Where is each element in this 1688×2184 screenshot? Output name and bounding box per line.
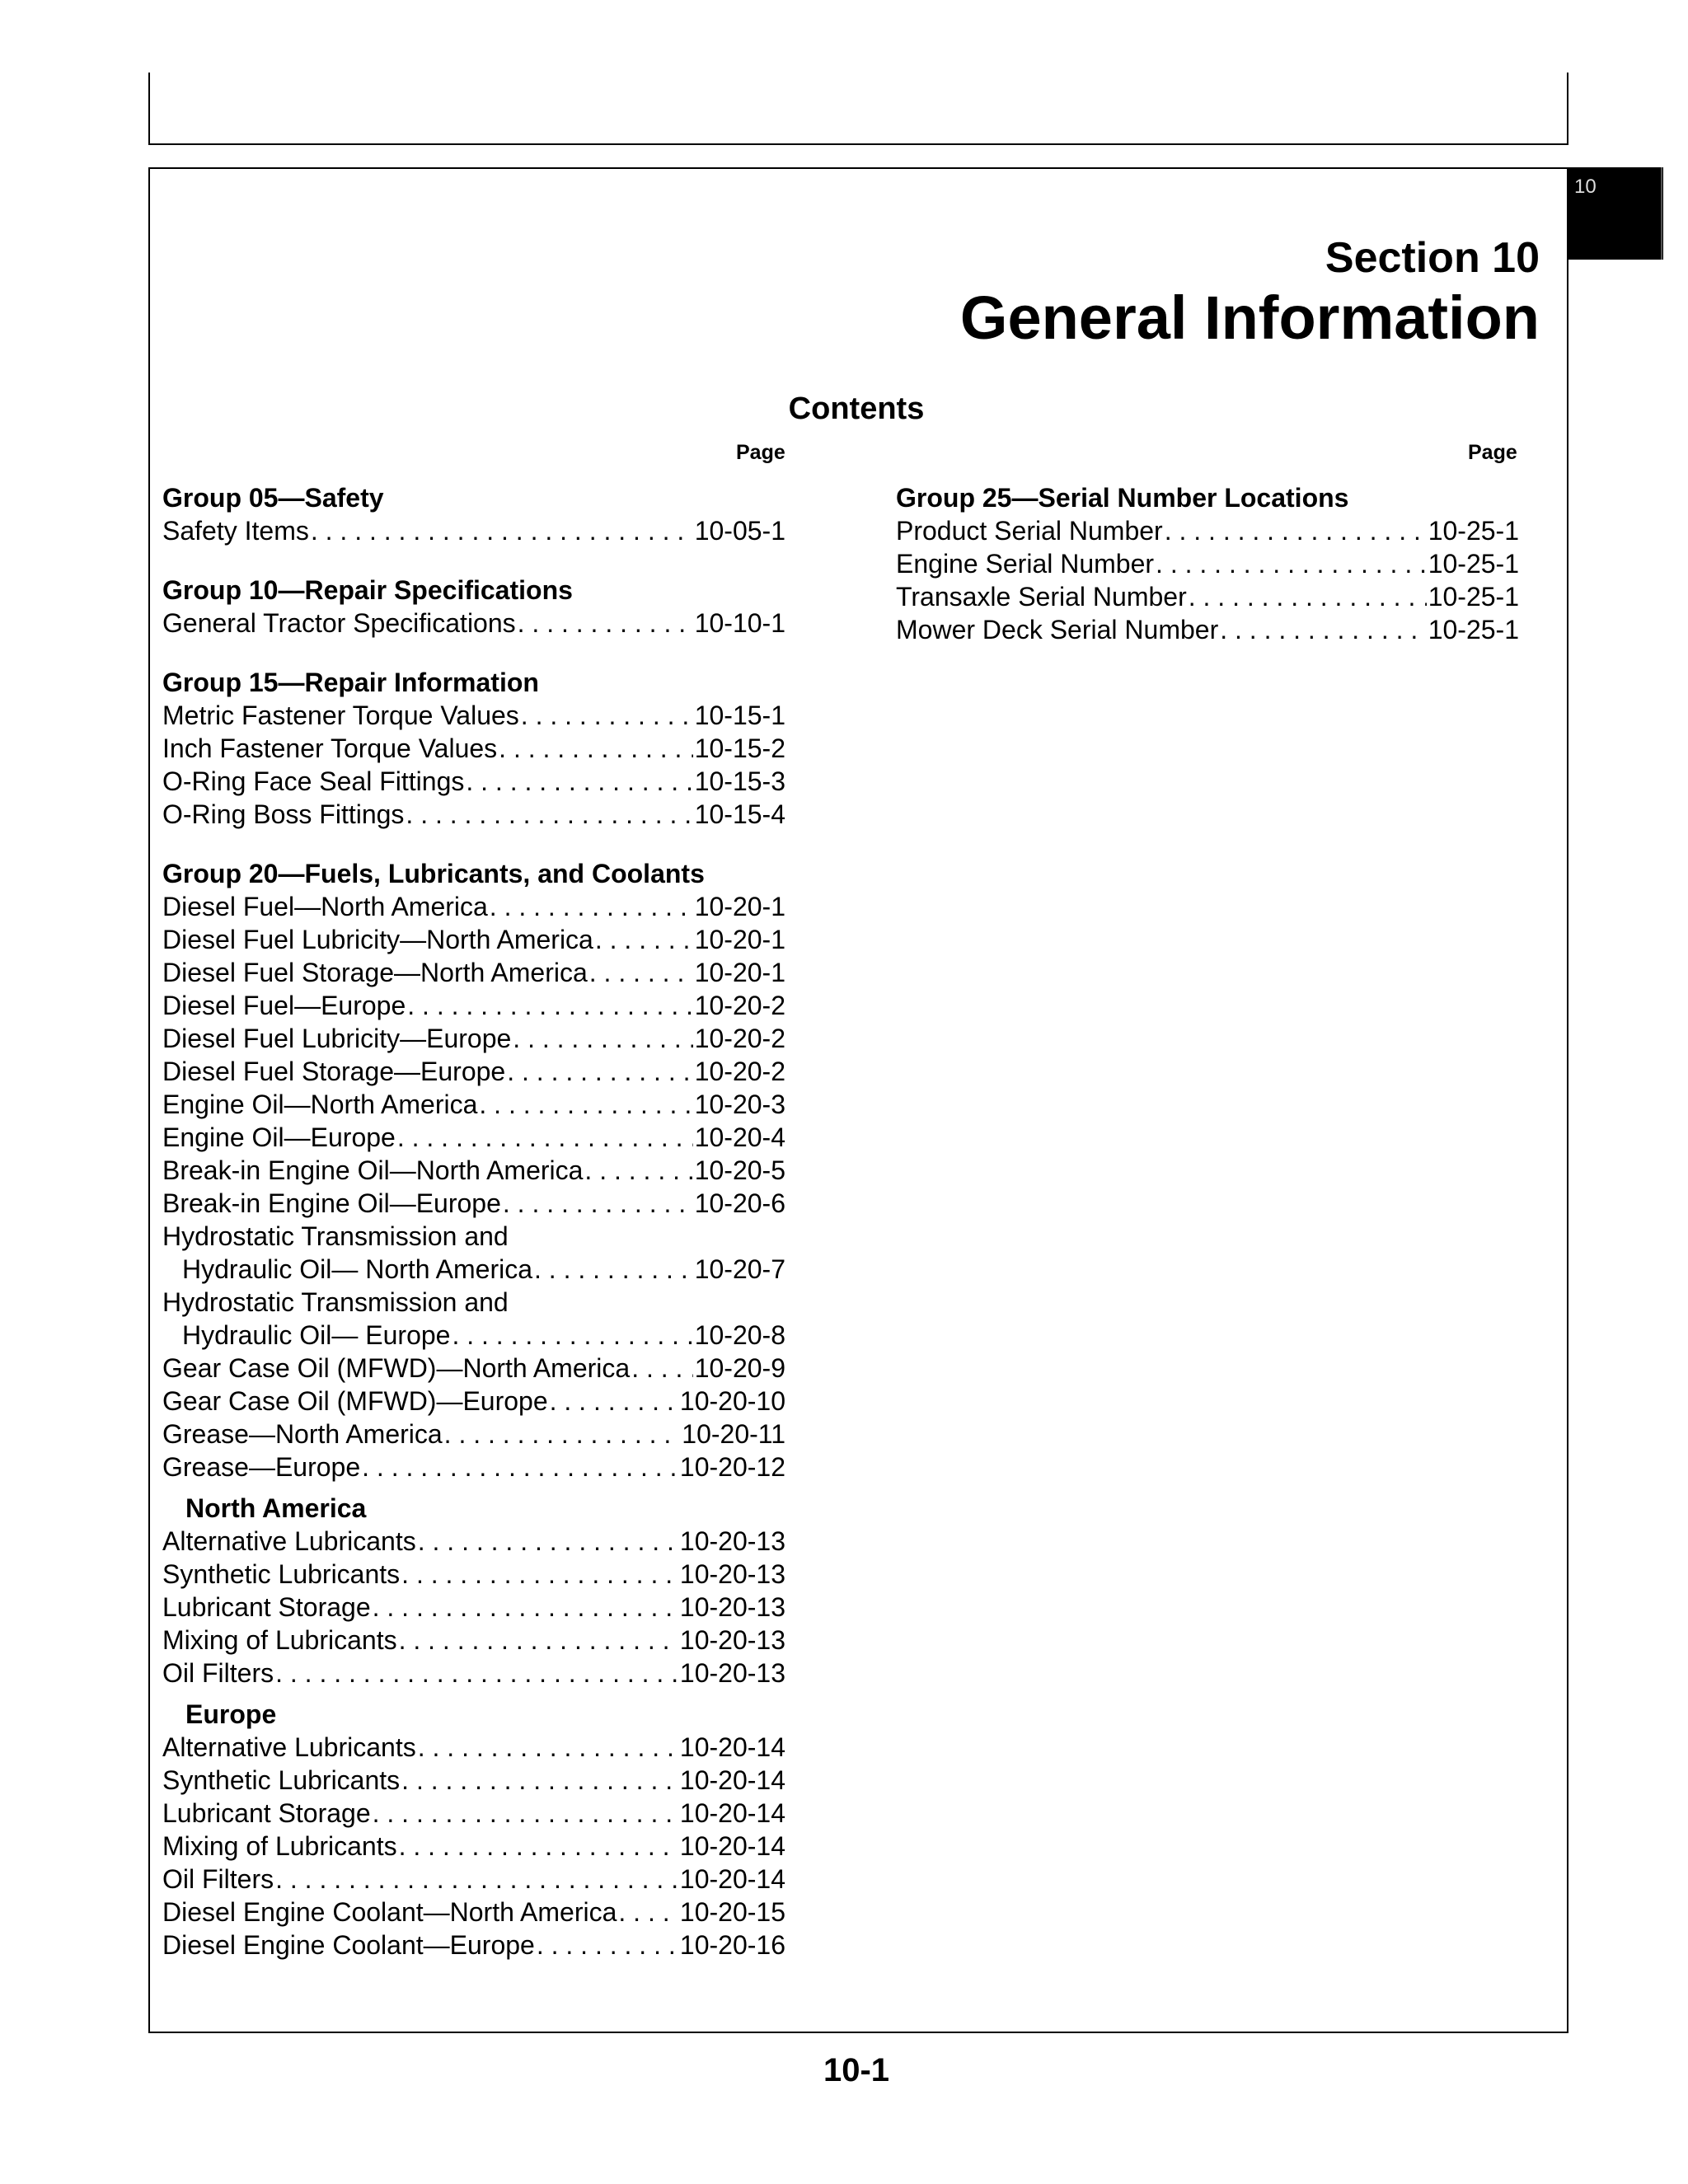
toc-entry-page: 10-20-11 <box>682 1419 785 1449</box>
toc-entry-page: 10-20-1 <box>694 892 785 921</box>
toc-entry[interactable] <box>162 1385 785 1418</box>
toc-entry-title-line: Hydrostatic Transmission and <box>162 1287 509 1317</box>
dot-leader <box>399 1830 678 1863</box>
dot-leader <box>618 1896 678 1929</box>
dot-leader <box>534 1253 693 1286</box>
toc-group-title: Group 25—Serial Number Locations <box>896 483 1349 513</box>
toc-entry-page: 10-20-14 <box>679 1732 785 1762</box>
toc-entry-page: 10-20-6 <box>694 1188 785 1218</box>
toc-entry-page: 10-20-5 <box>694 1155 785 1185</box>
toc-entry-page: 10-25-1 <box>1428 582 1519 612</box>
dot-leader <box>275 1657 678 1690</box>
toc-subgroup-title: North America <box>185 1493 367 1523</box>
toc-entry-page: 10-20-4 <box>694 1122 785 1152</box>
toc-entry-page: 10-25-1 <box>1428 549 1519 579</box>
dot-leader <box>406 798 692 831</box>
toc-entry-page: 10-20-2 <box>694 1057 785 1086</box>
toc-entry-page: 10-15-4 <box>694 799 785 829</box>
dot-leader <box>444 1418 681 1451</box>
toc-entry-page: 10-20-13 <box>679 1625 785 1655</box>
toc-entry-title: Hydraulic Oil— Europe <box>182 1320 451 1350</box>
toc-entry-title: Diesel Fuel Lubricity—Europe <box>162 1024 512 1053</box>
dot-leader <box>584 1154 692 1187</box>
dot-leader <box>490 890 693 923</box>
toc-entry-title: Diesel Fuel Lubricity—North America <box>162 925 593 954</box>
toc-group-title: Group 05—Safety <box>162 483 384 513</box>
toc-entry[interactable] <box>162 1863 785 1896</box>
dot-leader <box>550 1385 678 1418</box>
dot-leader <box>407 989 692 1022</box>
tab-edge <box>1661 167 1662 260</box>
toc-entry-page: 10-20-15 <box>679 1897 785 1927</box>
toc-entry-page: 10-20-1 <box>694 958 785 987</box>
toc-entry-page: 10-20-9 <box>694 1353 785 1383</box>
toc-entry[interactable] <box>162 1121 785 1154</box>
dot-leader <box>401 1558 678 1591</box>
toc-entry-page: 10-05-1 <box>694 516 785 546</box>
toc-entry[interactable] <box>162 1929 785 1961</box>
dot-leader <box>518 607 693 640</box>
toc-entry-page: 10-20-13 <box>679 1559 785 1589</box>
toc-entry[interactable] <box>162 1657 785 1690</box>
dot-leader <box>373 1797 678 1830</box>
dot-leader <box>589 956 693 989</box>
toc-entry-page: 10-20-8 <box>694 1320 785 1350</box>
dot-leader <box>362 1451 678 1483</box>
header-frame <box>148 73 1568 145</box>
dot-leader <box>537 1929 678 1961</box>
toc-entry-page: 10-20-13 <box>679 1658 785 1688</box>
toc-entry[interactable] <box>162 956 785 989</box>
toc-entry[interactable] <box>162 1055 785 1088</box>
dot-leader <box>1220 613 1426 646</box>
toc-entry-title: Diesel Fuel—Europe <box>162 991 406 1020</box>
toc-entry-title: Grease—North America <box>162 1419 443 1449</box>
toc-entry[interactable] <box>162 1451 785 1483</box>
toc-entry-title-line: Hydrostatic Transmission and <box>162 1221 509 1251</box>
toc-entry[interactable] <box>896 547 1519 580</box>
toc-entry-page: 10-20-2 <box>694 1024 785 1053</box>
toc-entry[interactable] <box>162 1525 785 1558</box>
group-spacer <box>162 547 785 574</box>
toc-entry-title: Diesel Fuel—North America <box>162 892 488 921</box>
toc-entry[interactable] <box>162 1731 785 1764</box>
dot-leader <box>595 923 693 956</box>
dot-leader <box>399 1624 678 1657</box>
toc-entry[interactable] <box>162 699 785 732</box>
dot-leader <box>513 1022 692 1055</box>
toc-entry[interactable] <box>896 613 1519 646</box>
toc-entry[interactable] <box>162 890 785 923</box>
toc-entry[interactable] <box>162 1558 785 1591</box>
toc-entry-page: 10-10-1 <box>694 608 785 638</box>
toc-entry[interactable] <box>162 1830 785 1863</box>
dot-leader <box>397 1121 693 1154</box>
toc-entry[interactable] <box>162 1896 785 1929</box>
dot-leader <box>466 765 692 798</box>
toc-entry-title: Engine Oil—North America <box>162 1090 478 1119</box>
toc-entry-title: Transaxle Serial Number <box>896 582 1187 612</box>
toc-group-title: Group 15—Repair Information <box>162 668 539 697</box>
page-number: 10-1 <box>823 2052 890 2088</box>
toc-entry-title: Mower Deck Serial Number <box>896 615 1219 644</box>
toc-entry[interactable] <box>162 765 785 798</box>
toc-subgroup-title: Europe <box>185 1699 277 1729</box>
toc-entry-title: O-Ring Boss Fittings <box>162 799 405 829</box>
toc-entry-page: 10-15-3 <box>694 766 785 796</box>
toc-entry-title: Gear Case Oil (MFWD)—North America <box>162 1353 631 1383</box>
toc-entry[interactable] <box>162 923 785 956</box>
dot-leader <box>507 1055 692 1088</box>
toc-left-column <box>162 481 785 1961</box>
toc-entry[interactable] <box>162 1764 785 1797</box>
toc-entry[interactable] <box>162 1154 785 1187</box>
dot-leader <box>275 1863 678 1896</box>
toc-entry-page: 10-20-2 <box>694 991 785 1020</box>
toc-entry-page: 10-20-7 <box>694 1254 785 1284</box>
dot-leader <box>499 732 693 765</box>
dot-leader <box>1165 514 1427 547</box>
toc-entry-title: Synthetic Lubricants <box>162 1559 401 1589</box>
subgroup-spacer <box>162 1690 785 1698</box>
left-page-column-label: Page <box>736 441 785 464</box>
toc-entry-title: Diesel Engine Coolant—Europe <box>162 1930 535 1960</box>
toc-group-title: Group 10—Repair Specifications <box>162 575 573 605</box>
toc-entry-title: Synthetic Lubricants <box>162 1765 401 1795</box>
dot-leader <box>311 514 693 547</box>
dot-leader <box>373 1591 678 1624</box>
toc-entry-page: 10-20-13 <box>679 1592 785 1622</box>
toc-entry-title: Metric Fastener Torque Values <box>162 701 519 730</box>
toc-entry-page: 10-15-1 <box>694 701 785 730</box>
toc-entry-page: 10-25-1 <box>1428 516 1519 546</box>
toc-entry-title: Hydraulic Oil— North America <box>182 1254 532 1284</box>
dot-leader <box>631 1352 693 1385</box>
toc-entry[interactable] <box>162 514 785 547</box>
toc-entry-page: 10-20-14 <box>679 1864 785 1894</box>
toc-entry-title: Alternative Lubricants <box>162 1526 416 1556</box>
section-number: Section 10 <box>1325 234 1540 282</box>
toc-entry[interactable] <box>162 1418 785 1451</box>
toc-entry-page: 10-20-14 <box>679 1798 785 1828</box>
toc-entry-title: Gear Case Oil (MFWD)—Europe <box>162 1386 548 1416</box>
toc-entry-page: 10-15-2 <box>694 733 785 763</box>
toc-entry[interactable] <box>162 1088 785 1121</box>
dot-leader <box>1156 547 1427 580</box>
contents-heading: Contents <box>788 391 925 426</box>
dot-leader <box>418 1731 678 1764</box>
toc-entry-title: Engine Serial Number <box>896 549 1155 579</box>
toc-entry[interactable] <box>162 1797 785 1830</box>
toc-entry[interactable] <box>896 514 1519 547</box>
toc-right-column <box>896 481 1519 646</box>
toc-entry[interactable] <box>162 1352 785 1385</box>
toc-entry[interactable] <box>162 607 785 640</box>
toc-entry-page: 10-20-16 <box>679 1930 785 1960</box>
toc-entry-title: Diesel Fuel Storage—Europe <box>162 1057 506 1086</box>
toc-entry[interactable] <box>162 1187 785 1220</box>
toc-entry-title: Mixing of Lubricants <box>162 1831 397 1861</box>
dot-leader <box>521 699 693 732</box>
toc-entry-title: Diesel Engine Coolant—North America <box>162 1897 617 1927</box>
toc-entry[interactable] <box>896 580 1519 613</box>
dot-leader <box>503 1187 693 1220</box>
group-spacer <box>162 831 785 857</box>
toc-entry-title: Lubricant Storage <box>162 1592 371 1622</box>
toc-entry-title: Alternative Lubricants <box>162 1732 416 1762</box>
toc-entry-page: 10-20-10 <box>679 1386 785 1416</box>
toc-entry-page: 10-20-13 <box>679 1526 785 1556</box>
dot-leader <box>479 1088 692 1121</box>
toc-entry-title: Break-in Engine Oil—Europe <box>162 1188 501 1218</box>
toc-entry-title: Oil Filters <box>162 1864 274 1894</box>
toc-entry-title: Lubricant Storage <box>162 1798 371 1828</box>
dot-leader <box>418 1525 678 1558</box>
toc-entry[interactable] <box>162 1022 785 1055</box>
section-tab-label: 10 <box>1574 176 1597 198</box>
subgroup-spacer <box>162 1483 785 1492</box>
toc-entry-page: 10-25-1 <box>1428 615 1519 644</box>
toc-entry-page: 10-20-1 <box>694 925 785 954</box>
toc-entry-page: 10-20-3 <box>694 1090 785 1119</box>
toc-entry-page: 10-20-14 <box>679 1765 785 1795</box>
toc-entry[interactable] <box>162 989 785 1022</box>
dot-leader <box>1189 580 1427 613</box>
toc-entry[interactable] <box>162 1591 785 1624</box>
page-title: General Information <box>959 284 1540 352</box>
toc-entry[interactable] <box>162 1253 785 1286</box>
toc-entry-page: 10-20-14 <box>679 1831 785 1861</box>
dot-leader <box>401 1764 678 1797</box>
toc-entry-title: Diesel Fuel Storage—North America <box>162 958 588 987</box>
toc-entry-title: Grease—Europe <box>162 1452 361 1482</box>
right-page-column-label: Page <box>1468 441 1517 464</box>
toc-entry-title: Inch Fastener Torque Values <box>162 733 498 763</box>
toc-entry[interactable] <box>162 798 785 831</box>
toc-entry-title: Mixing of Lubricants <box>162 1625 397 1655</box>
group-spacer <box>162 640 785 666</box>
dot-leader <box>452 1319 692 1352</box>
toc-entry-title: Break-in Engine Oil—North America <box>162 1155 584 1185</box>
toc-group-title: Group 20—Fuels, Lubricants, and Coolants <box>162 859 705 888</box>
toc-entry-title: O-Ring Face Seal Fittings <box>162 766 465 796</box>
toc-entry-page: 10-20-12 <box>679 1452 785 1482</box>
toc-entry-title: Oil Filters <box>162 1658 274 1688</box>
toc-entry-title: General Tractor Specifications <box>162 608 516 638</box>
toc-entry[interactable] <box>162 1624 785 1657</box>
toc-entry-title: Product Serial Number <box>896 516 1163 546</box>
toc-entry-title: Safety Items <box>162 516 309 546</box>
toc-entry[interactable] <box>162 1319 785 1352</box>
toc-entry[interactable] <box>162 732 785 765</box>
toc-entry-title: Engine Oil—Europe <box>162 1122 396 1152</box>
